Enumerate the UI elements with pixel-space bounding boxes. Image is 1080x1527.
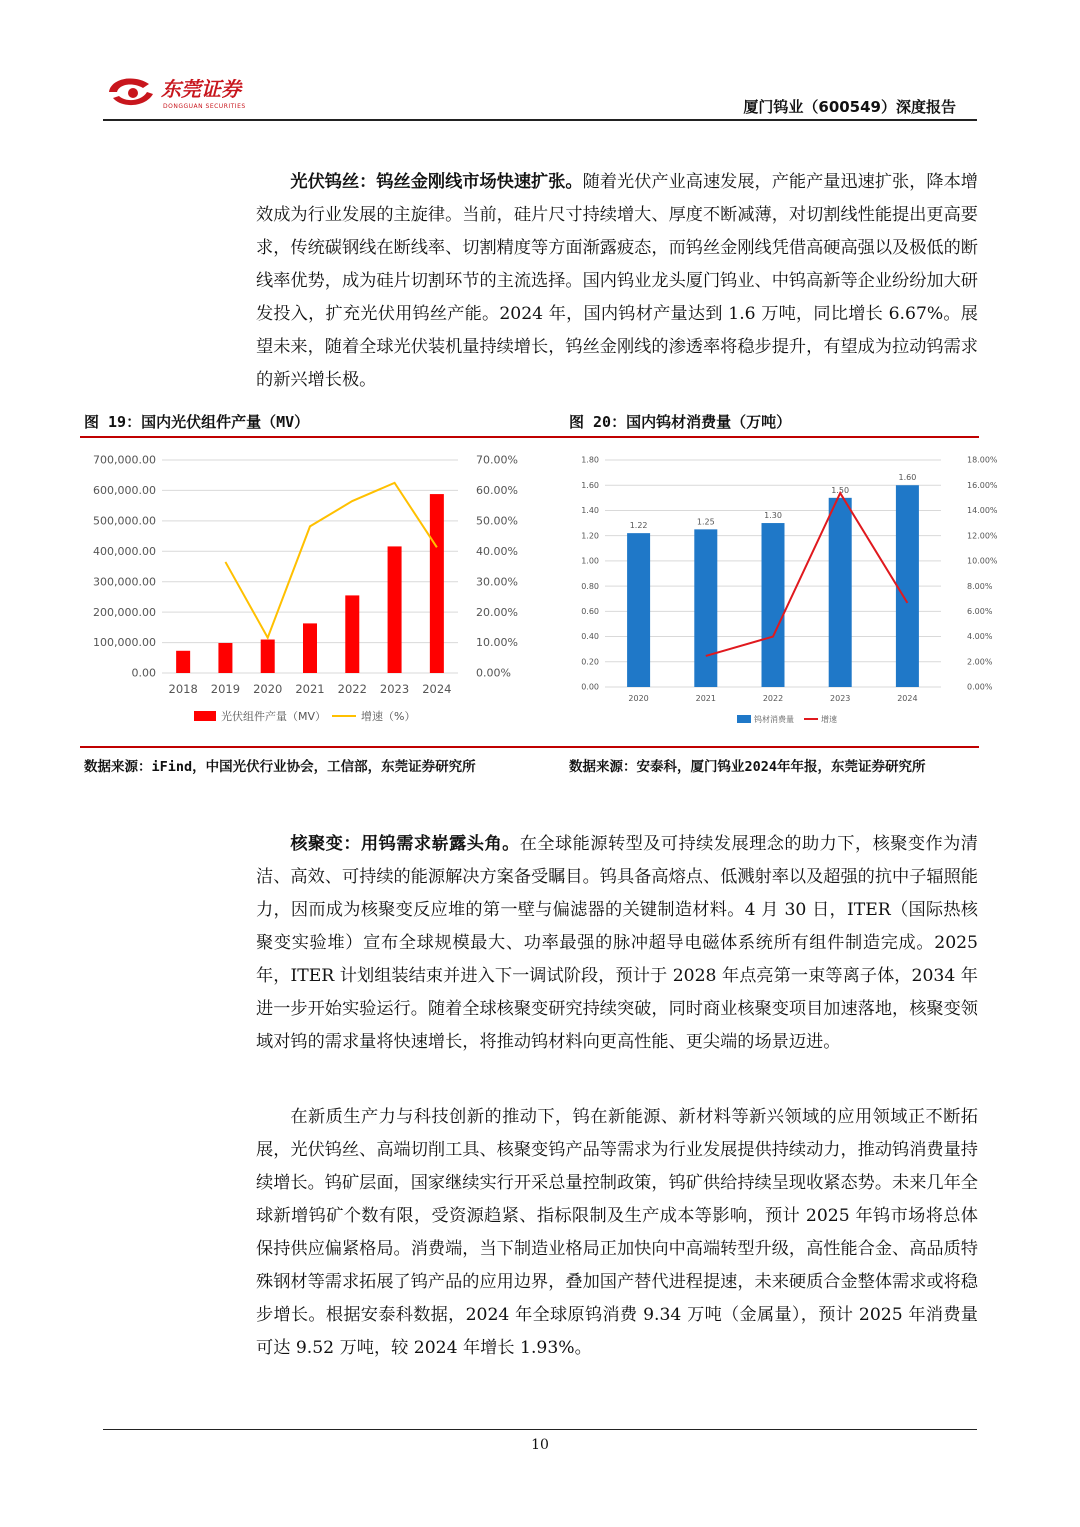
legend-label-growth: 增速 — [821, 715, 837, 724]
paragraph-body: 在全球能源转型及可持续发展理念的助力下，核聚变作为清洁、高效、可持续的能源解决方案备受瞩目。钨具备高熔点、低溅射率以及超强的抗中子辐照能力，因而成为核聚变反应堆的第一壁与偏滤器的关键制造材料。4 月 30 日，ITER（国际热核聚变实验堆）宣布全球规模最大、功率最强的脉冲超导电磁体系统所有组件制造完成。2025 年，ITER 计划组装结束并进入下一调试阶段，预计于 2028 年点亮第一束等离子体，2034 年进一步开始实验运行。随着全球核聚变研究持续突破，同时商业核聚变项目加速落地，核聚变领域对钨的需求量将快速增长，将推动钨材料向更高性能、更尖端的场景迈进。 — [256, 834, 978, 1052]
chart-pv-module-output — [80, 440, 560, 740]
paragraph-market-outlook — [256, 1101, 978, 1365]
x-tick-label: 2020 — [253, 682, 283, 696]
bar — [218, 643, 232, 673]
x-tick-label: 2023 — [379, 682, 410, 696]
page-number: 10 — [531, 1437, 549, 1453]
y-right-tick-label: 12.00% — [967, 531, 998, 541]
footer-divider — [103, 1429, 977, 1430]
y-left-tick-label: 100,000.00 — [93, 636, 156, 650]
y-left-tick-label: 1.60 — [581, 480, 599, 490]
bar — [345, 595, 359, 673]
bar — [261, 640, 275, 673]
y-right-tick-label: 16.00% — [967, 480, 998, 490]
x-tick-label: 2020 — [628, 694, 649, 703]
y-left-tick-label: 0.00 — [131, 666, 156, 680]
paragraph-nuclear-fusion — [256, 828, 978, 1059]
company-logo — [105, 70, 295, 112]
bar-data-label: 1.60 — [898, 473, 917, 483]
y-left-tick-label: 1.80 — [581, 455, 599, 465]
x-tick-label: 2022 — [337, 682, 367, 696]
y-right-tick-label: 8.00% — [967, 581, 993, 591]
legend-swatch-output — [194, 711, 216, 721]
y-left-tick-label: 0.20 — [581, 657, 599, 667]
y-right-tick-label: 40.00% — [476, 544, 518, 558]
legend-label-output: 光伏组件产量（MV） — [221, 710, 327, 723]
y-left-tick-label: 600,000.00 — [93, 484, 156, 498]
y-left-tick-label: 200,000.00 — [93, 605, 156, 619]
x-tick-label: 2023 — [830, 694, 851, 703]
y-right-tick-label: 2.00% — [967, 657, 993, 667]
x-tick-label: 2024 — [422, 682, 452, 696]
x-tick-label: 2022 — [762, 694, 784, 703]
bar-data-label: 1.50 — [831, 485, 850, 495]
chart-legend — [194, 709, 415, 723]
bar — [694, 529, 717, 687]
legend-label-consumption: 钨材消费量 — [754, 715, 794, 724]
bar — [176, 651, 190, 673]
y-right-tick-label: 4.00% — [967, 632, 993, 642]
y-right-tick-label: 30.00% — [476, 575, 518, 589]
report-title: 厦门钨业（600549）深度报告 — [743, 98, 956, 116]
chart-legend — [737, 714, 837, 724]
y-right-tick-label: 20.00% — [476, 605, 518, 619]
bar — [303, 623, 317, 673]
bar-data-label: 1.22 — [629, 521, 648, 531]
x-tick-label: 2021 — [295, 682, 325, 696]
figure-20-source: 数据来源：安泰科，厦门钨业2024年年报，东莞证券研究所 — [569, 759, 926, 775]
y-left-tick-label: 300,000.00 — [93, 575, 156, 589]
legend-swatch-consumption — [737, 715, 751, 723]
y-right-tick-label: 14.00% — [967, 506, 998, 516]
y-right-tick-label: 6.00% — [967, 607, 993, 616]
x-tick-label: 2018 — [168, 682, 198, 696]
y-left-tick-label: 0.60 — [581, 607, 599, 616]
growth-line — [706, 493, 908, 656]
y-right-tick-label: 0.00% — [476, 666, 511, 680]
figure-19-source: 数据来源：iFind，中国光伏行业协会，工信部，东莞证券研究所 — [84, 759, 476, 775]
logo-cn-text: 东莞证券 — [161, 77, 241, 101]
x-tick-label: 2024 — [897, 694, 918, 703]
bar — [762, 523, 785, 687]
y-right-tick-label: 10.00% — [476, 636, 518, 650]
header-divider — [103, 119, 977, 121]
x-tick-label: 2019 — [210, 682, 241, 696]
bar — [430, 494, 444, 673]
y-right-tick-label: 50.00% — [476, 514, 518, 528]
y-left-tick-label: 1.00 — [581, 556, 599, 566]
y-left-tick-label: 1.40 — [581, 506, 599, 516]
y-right-tick-label: 10.00% — [967, 556, 998, 566]
y-right-tick-label: 18.00% — [967, 455, 998, 465]
y-right-tick-label: 70.00% — [476, 453, 518, 467]
x-tick-label: 2021 — [695, 694, 716, 703]
chart-tungsten-consumption — [565, 440, 998, 740]
bar-data-label: 1.25 — [696, 517, 715, 527]
y-right-tick-label: 60.00% — [476, 484, 518, 498]
y-left-tick-label: 0.40 — [581, 632, 599, 642]
bar-data-label: 1.30 — [764, 511, 782, 521]
paragraph-pv-tungsten-wire — [256, 166, 978, 397]
paragraph-heading: 核聚变：用钨需求崭露头角。 — [290, 834, 520, 854]
y-left-tick-label: 500,000.00 — [93, 514, 156, 528]
logo-en-text: DONGGUAN SECURITIES — [163, 103, 246, 110]
bar — [896, 485, 919, 687]
bar — [829, 498, 852, 687]
y-left-tick-label: 400,000.00 — [93, 544, 156, 558]
y-right-tick-label: 0.00% — [967, 682, 993, 692]
figure-bottom-rule — [80, 746, 979, 748]
y-left-tick-label: 1.20 — [581, 531, 599, 541]
figure-19-caption: 图 19：国内光伏组件产量（MV） — [84, 413, 310, 431]
bar — [388, 546, 402, 673]
y-left-tick-label: 700,000.00 — [93, 453, 156, 467]
bar — [627, 533, 650, 687]
paragraph-body: 在新质生产力与科技创新的推动下，钨在新能源、新材料等新兴领域的应用领域正不断拓展，光伏钨丝、高端切削工具、核聚变钨产品等需求为行业发展提供持续动力，推动钨消费量持续增长。钨矿层面，国家继续实行开采总量控制政策，钨矿供给持续呈现收紧态势。未来几年全球新增钨矿个数有限，受资源趋紧、指标限制及生产成本等影响，预计 2025 年钨市场将总体保持供应偏紧格局。消费端，当下制造业格局正加快向中高端转型升级，高性能合金、高品质特殊钢材等需求拓展了钨产品的应用边界，叠加国产替代进程提速，未来硬质合金整体需求或将稳步增长。根据安泰科数据，2024 年全球原钨消费 9.34 万吨（金属量），预计 2025 年消费量可达 9.52 万吨，较 2024 年增长 1.93%。 — [256, 1107, 978, 1358]
figure-top-rule — [80, 436, 979, 438]
y-left-tick-label: 0.00 — [581, 682, 599, 692]
paragraph-heading: 光伏钨丝：钨丝金刚线市场快速扩张。 — [290, 172, 583, 192]
paragraph-body: 随着光伏产业高速发展，产能产量迅速扩张，降本增效成为行业发展的主旋律。当前，硅片尺寸持续增大、厚度不断减薄，对切割线性能提出更高要求，传统碳钢线在断线率、切割精度等方面渐露疲态，而钨丝金刚线凭借高硬高强以及极低的断线率优势，成为硅片切割环节的主流选择。国内钨业龙头厦门钨业、中钨高新等企业纷纷加大研发投入，扩充光伏用钨丝产能。2024 年，国内钨材产量达到 1.6 万吨，同比增长 6.67%。展望未来，随着全球光伏装机量持续增长，钨丝金刚线的渗透率将稳步提升，有望成为拉动钨需求的新兴增长极。 — [256, 172, 978, 390]
growth-line — [225, 483, 436, 638]
legend-label-growth: 增速（%） — [361, 710, 416, 723]
y-left-tick-label: 0.80 — [581, 581, 599, 591]
figure-20-caption: 图 20：国内钨材消费量（万吨） — [569, 413, 792, 431]
